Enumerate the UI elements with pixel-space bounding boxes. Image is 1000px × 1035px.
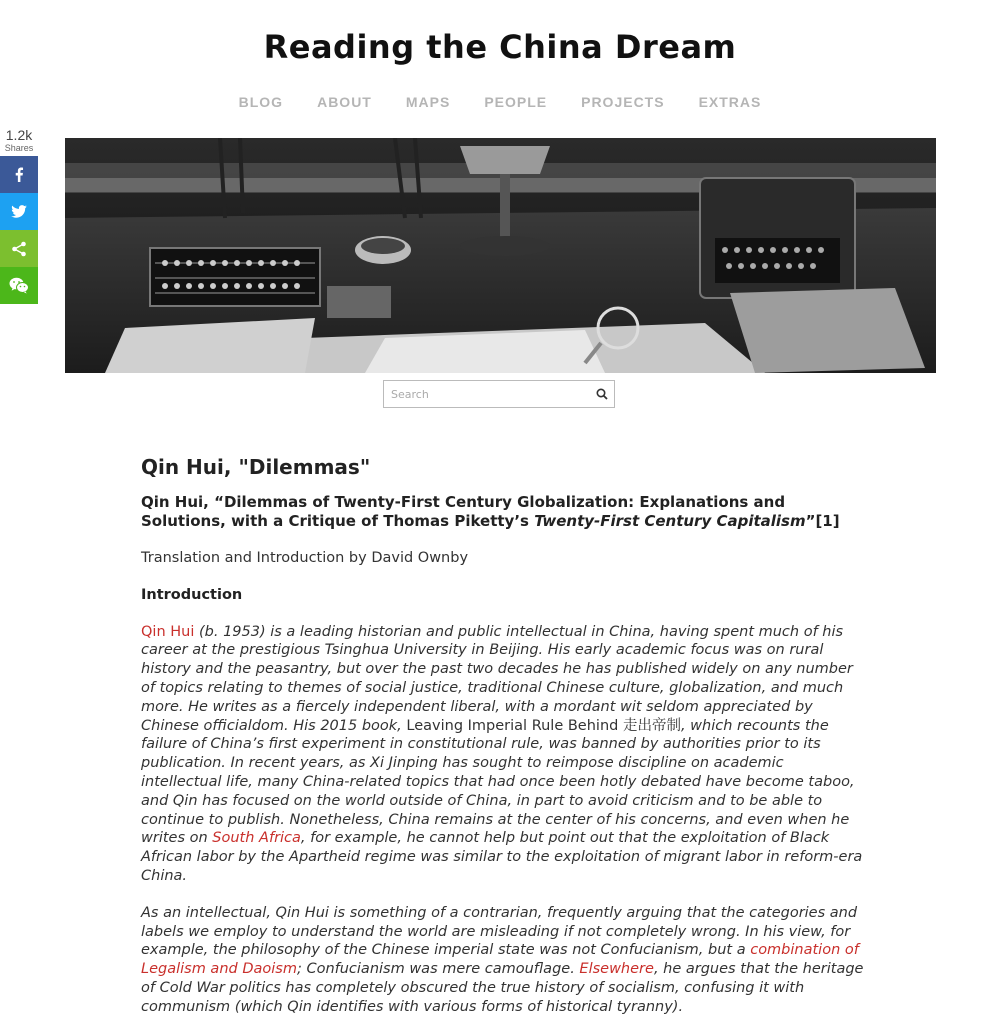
post-subtitle (141, 493, 866, 531)
nav-extras[interactable]: EXTRAS (698, 94, 762, 110)
post-title[interactable]: Qin Hui, "Dilemmas" (141, 455, 371, 479)
p2-text-c: , he argues that the heritage of Cold War politics has completely obscured the true history of socialism, confusing it with communism (which Qin identifies with various forms of historical tyranny). (141, 961, 864, 1015)
hero-image (65, 138, 936, 373)
subtitle-main: Qin Hui, “Dilemmas of Twenty-First Century Globalization: Explanations and Solutions, with a Critique of Thomas Piketty’s (141, 493, 786, 530)
main-nav (0, 94, 1000, 110)
south-africa-link[interactable]: South Africa (212, 830, 301, 847)
site-title[interactable]: Reading the China Dream (263, 28, 737, 66)
nav-blog[interactable]: BLOG (238, 94, 284, 110)
wechat-icon (9, 277, 29, 294)
search-box (383, 380, 615, 408)
facebook-icon (14, 167, 24, 182)
p2-text-b: ; Confucianism was mere camouflage. (296, 961, 580, 978)
article (141, 455, 866, 1035)
generic-share-button[interactable] (0, 230, 38, 267)
translation-credit: Translation and Introduction by David Ownby (141, 550, 469, 566)
elsewhere-link[interactable]: Elsewhere (579, 961, 654, 978)
nav-people[interactable]: PEOPLE (484, 94, 548, 110)
share-count: 1.2k (5, 127, 33, 143)
p1-text-b: , which recounts the failure of China’s first experiment in constitutional rule, was banned by authorities prior to its publication. In recent years, as Xi Jinping has sought to reimpose discipline on academic intellectual life, many China-related topics that had once been hotly debated have become taboo, and Qin has focused on the world outside of China, in part to avoid criticism and to be able to continue to publish. Nonetheless, China remains at the center of his concerns, and even when he writes on (141, 717, 855, 847)
desk-photo (65, 138, 936, 373)
nav-projects[interactable]: PROJECTS (581, 94, 665, 110)
share-bar (0, 128, 38, 304)
facebook-share-button[interactable] (0, 156, 38, 193)
p1-text-a: (b. 1953) is a leading historian and public intellectual in China, having spent much of his career at the prestigious Tsinghua University in Beijing. His early academic focus was on rural history and the peasantry, but over the past two decades he has published widely on any number of topics relating to themes of social justice, traditional Chinese culture, globalization, and much more. He writes as a fiercely independent liberal, with a mordant wit seldom appreciated by Chinese officialdom. His 2015 book, (141, 623, 853, 734)
search-input[interactable] (384, 381, 591, 407)
share-icon (11, 241, 27, 257)
subtitle-italic: Twenty-First Century Capitalism (534, 512, 806, 530)
p2-text-a: As an intellectual, Qin Hui is something of a contrarian, frequently arguing that the categories and labels we employ to understand the world are misleading if not completely wrong. In his view, for example, the philosophy of the Chinese imperial state was not Confucianism, but a (141, 904, 858, 959)
nav-about[interactable]: ABOUT (317, 94, 372, 110)
share-label: Shares (4, 143, 34, 153)
twitter-icon (11, 205, 27, 218)
search-icon[interactable] (596, 388, 608, 400)
nav-maps[interactable]: MAPS (405, 94, 451, 110)
twitter-share-button[interactable] (0, 193, 38, 230)
qin-hui-link[interactable]: Qin Hui (141, 623, 195, 640)
legalism-daoism-link[interactable]: combination of Legalism and Daoism (141, 942, 859, 978)
intro-paragraph-1 (141, 623, 866, 886)
subtitle-end: ”[1] (805, 512, 840, 530)
book-title: Leaving Imperial Rule Behind 走出帝制 (406, 717, 681, 734)
wechat-share-button[interactable] (0, 267, 38, 304)
intro-heading: Introduction (141, 586, 243, 603)
p1-text-c: , for example, he cannot help but point out that the exploitation of Black African labor by the Apartheid regime was similar to the exploitation of migrant labor in reform-era China. (141, 830, 863, 884)
